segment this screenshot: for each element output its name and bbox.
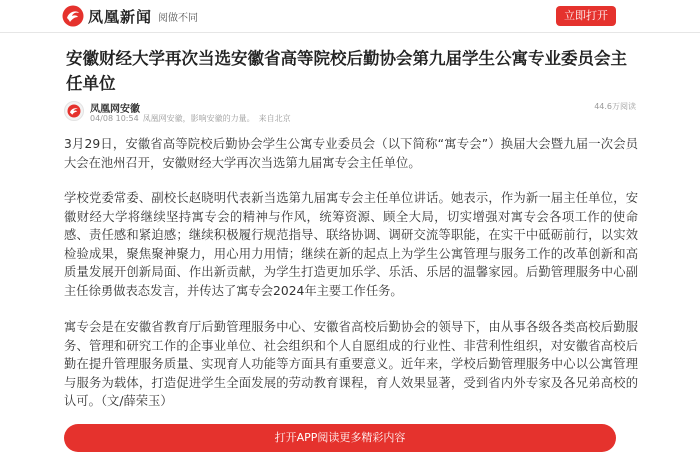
top-bar bbox=[0, 0, 700, 33]
author-avatar[interactable] bbox=[64, 101, 84, 121]
author-location: 来自北京 bbox=[258, 114, 291, 123]
publish-time: 04/08 10:54 bbox=[90, 114, 139, 123]
article-paragraph-1: 3月29日，安徽省高等院校后勤协会学生公寓专业委员会（以下简称“寓专会”）换届大会暨九届一次会员大会在池州召开，安徽财经大学再次当选第九届寓专会主任单位。 bbox=[64, 137, 638, 170]
logo-text: 凤凰新闻 bbox=[88, 7, 153, 26]
logo-slogan: 阅做不同 bbox=[158, 12, 199, 24]
read-count: 44.6万阅读 bbox=[594, 102, 636, 111]
phoenix-logo-icon bbox=[62, 5, 84, 27]
article-title: 安徽财经大学再次当选安徽省高等院校后勤协会第九届学生公寓专业委员会主任单位 bbox=[66, 49, 627, 93]
author-tagline: 影响安徽的力量。 bbox=[190, 114, 255, 123]
author-meta bbox=[90, 113, 295, 124]
open-app-read-more-button[interactable]: 打开APP阅读更多精彩内容 bbox=[64, 424, 616, 452]
open-app-button[interactable]: 立即打开 bbox=[556, 6, 616, 26]
author-source: 凤凰网安徽， bbox=[142, 114, 191, 123]
author-name[interactable]: 凤凰网安徽 bbox=[90, 104, 140, 115]
author-block bbox=[64, 101, 636, 125]
article-paragraph-2: 学校党委常委、副校长赵晓明代表新当选第九届寓专会主任单位讲话。她表示，作为新一届主任单位，安徽财经大学将继续坚持寓专会的精神与作风，统筹资源、顾全大局，切实增强对寓专会各项工作的使命感、责任感和紧迫感；继续积极履行规范指导、联络协调、调研交流等职能，在实干中砥砺前行，以实效检验成果，聚焦聚神聚力，用心用力用情；继续在新的起点上为学生公寓管理与服务工作的改革创新和高质量发展开创新局面、作出新贡献，为学生打造更加乐学、乐活、乐居的温馨家园。后勤管理服务中心副主任徐勇做表态发言，并传达了寓专会2024年主要工作任务。 bbox=[64, 191, 638, 298]
logo[interactable] bbox=[62, 5, 198, 27]
article-paragraph-3: 寓专会是在安徽省教育厅后勤管理服务中心、安徽省高校后勤协会的领导下，由从事各级各类高校后勤服务、管理和研究工作的企事业单位、社会组织和个人自愿组成的行业性、非营利性组织，对安徽省高校后勤在提升管理服务质量、实现育人功能等方面具有重要意义。近年来，学校后勤管理服务中心以公寓管理与服务为载体，打造促进学生全面发展的劳动教育课程，育人效果显著，受到省内外专家及各兄弟高校的认可。（文/薛荣玉） bbox=[64, 320, 638, 408]
phoenix-avatar-icon bbox=[67, 104, 81, 118]
